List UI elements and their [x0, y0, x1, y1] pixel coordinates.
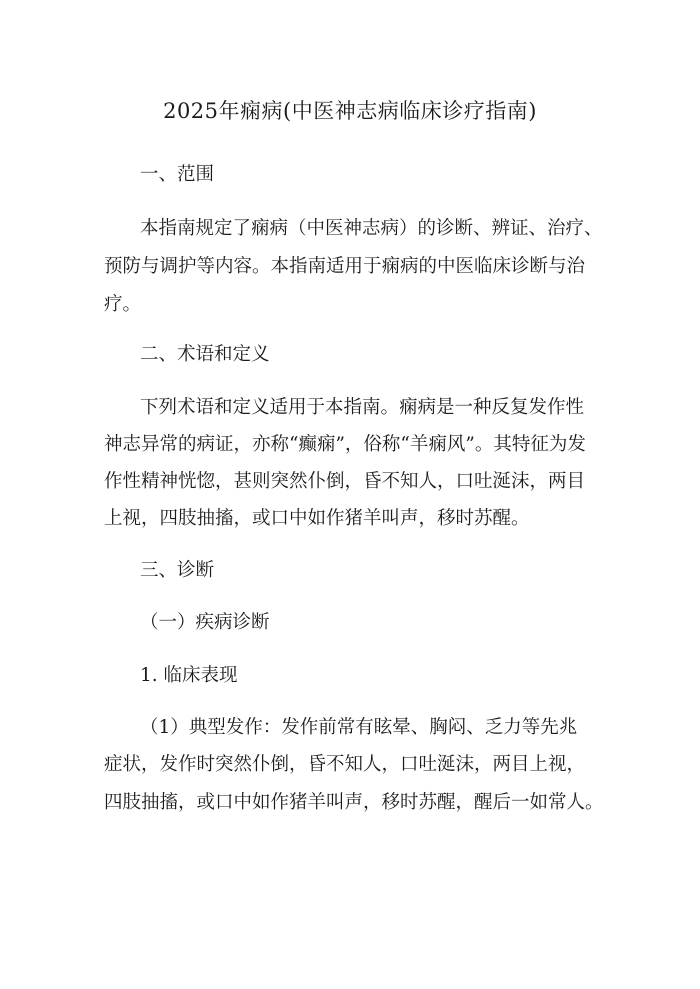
section-heading-scope: 一、范围: [140, 164, 215, 185]
terms-paragraph-line-4: 上视，四肢抽搐，或口中如作猪羊叫声，移时苏醒。: [104, 508, 530, 529]
typical-paragraph-line-2: 症状，发作时突然仆倒，昏不知人，口吐涎沫，两目上视，: [104, 754, 586, 775]
subsection-heading-disease-diagnosis: （一）疾病诊断: [140, 612, 270, 633]
typical-paragraph-line-1: （1）典型发作：发作前常有眩晕、胸闷、乏力等先兆: [140, 717, 578, 738]
typical-paragraph-line-3: 四肢抽搐，或口中如作猪羊叫声，移时苏醒，醒后一如常人。: [104, 792, 604, 813]
document-title: 2025年痫病(中医神志病临床诊疗指南): [163, 99, 537, 123]
subsection-heading-clinical: 1. 临床表现: [140, 665, 238, 686]
section-heading-diagnosis: 三、诊断: [140, 560, 215, 581]
scope-paragraph-line-2: 预防与调护等内容。本指南适用于痫病的中医临床诊断与治: [104, 256, 586, 277]
terms-paragraph-line-2: 神志异常的病证，亦称“癫痫”，俗称“羊痫风”。其特征为发: [104, 434, 586, 455]
terms-paragraph-line-3: 作性精神恍惚，甚则突然仆倒，昏不知人，口吐涎沫，两目: [104, 471, 586, 492]
scope-paragraph-line-1: 本指南规定了痫病（中医神志病）的诊断、辨证、治疗、: [140, 218, 603, 239]
scope-paragraph-line-3: 疗。: [104, 294, 142, 315]
section-heading-terms: 二、术语和定义: [140, 344, 270, 365]
terms-paragraph-line-1: 下列术语和定义适用于本指南。痫病是一种反复发作性: [140, 397, 585, 418]
